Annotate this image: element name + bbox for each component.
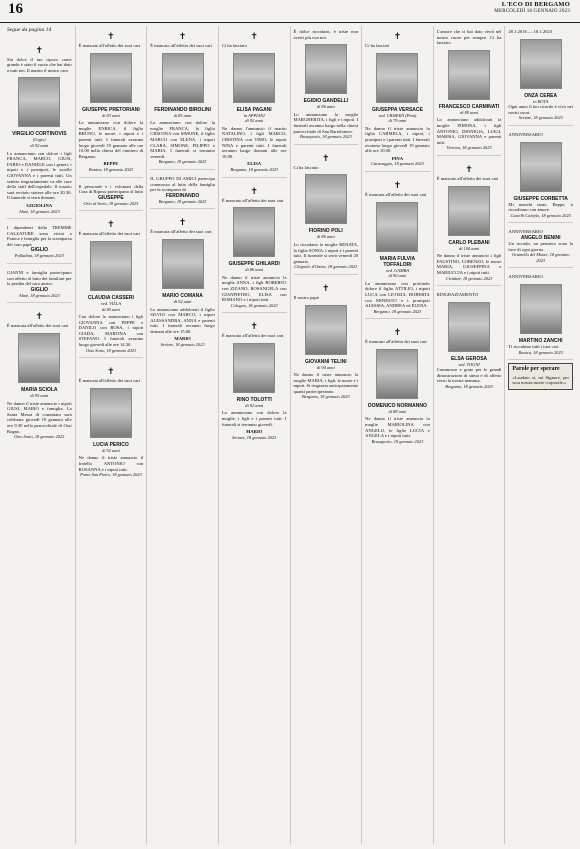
notice-place-date: Cologno, 18 gennaio 2023: [230, 302, 278, 308]
prayer-box: [508, 363, 573, 390]
notice-place-date: Osio Sotto, 18 gennaio 2023: [14, 434, 65, 440]
notice-intro: Il nostro papà: [293, 294, 319, 300]
deceased-name: LUCIA PERICO: [93, 441, 129, 448]
notice-intro: Il personale e i volontari della Casa di Riposo partecipano al lutto: [78, 183, 144, 195]
notice-intro: È mancato all'affetto dei suoi cari: [150, 43, 212, 48]
portrait-photo: [376, 53, 418, 103]
portrait-photo: [233, 53, 275, 103]
notice-body: Lo ricordano la moglie RENATA, la figlia SONIA, i nipoti e i parenti tutti. Il funerale si terrà venerdì 20 gennaio.: [293, 241, 359, 264]
portrait-photo: [305, 174, 347, 224]
portrait-photo: [520, 284, 562, 334]
portrait-photo: [233, 207, 275, 257]
notice-intro: ANNIVERSARIO: [508, 274, 543, 280]
obituary-notice: [150, 212, 215, 351]
cross-icon: ✝: [393, 179, 402, 190]
notice-intro: Sia dolce il tuo riposo come grande è stato il vuoto che hai dato a tutti noi. Il marito il nostro caro: [7, 56, 72, 73]
page-number: 16: [8, 1, 23, 17]
notice-signature: MARIO: [174, 336, 191, 342]
notice-body: Lo annunciano la moglie MARGHERITA, i figli e i nipoti. I funerali avranno luogo nella chiesa parrocchiale di San Bartolomeo.: [293, 111, 359, 134]
cross-icon: ✝: [393, 327, 402, 338]
column-6: [362, 26, 434, 844]
deceased-age: di 94 anni: [316, 364, 335, 370]
deceased-name: ANGELO BENINI: [520, 234, 561, 241]
deceased-subname: in APPIANI: [243, 112, 265, 118]
notice-place-date: Grumello del Monte, 18 gennaio 2023: [511, 252, 570, 263]
deceased-age: di 79 anni: [388, 118, 407, 124]
notice-body: Ogni anno il tuo ricordo è vivo nei nostri cuori.: [508, 104, 573, 115]
deceased-age: di 92 anni: [102, 447, 120, 453]
notice-body: Lo annunciano addolorati la moglie PIERINA, i figli ANTONIO, DIONIGIA, LUIGI, MARISA, GIOVANNA e parenti tutti.: [436, 117, 502, 145]
notice-intro: Ci ha lasciati: [365, 43, 390, 48]
deceased-subname: in ROTA: [533, 98, 549, 104]
prayer-box-text: «Laudato si, mi Signore, per sora nostra morte corporale.»: [512, 374, 569, 386]
notice-body: Ne danno il triste annuncio il fratello ANTONIO con ROSANNA e i nipoti tutti.: [78, 455, 144, 472]
deceased-name: GIUSEPPE CORBETTA: [513, 195, 568, 202]
notice-place-date: Seriate, 18 gennaio 2023: [232, 434, 277, 440]
notice-place-date: Ranica, 18 gennaio 2023: [88, 166, 134, 172]
continuation-note: Segue da pagina 14: [7, 27, 52, 33]
notice-intro: Ci ha lasciato: [221, 43, 247, 48]
obituary-notice: [294, 26, 359, 145]
column-8: [505, 26, 576, 844]
notice-intro: È mancato all'affetto dei suoi cari: [78, 43, 141, 48]
notice-intro: È mancata all'affetto dei suoi cari: [7, 323, 69, 329]
notice-place-date: Cividate, 18 gennaio 2023: [445, 275, 493, 281]
notice-place-date: Brusaporto, 18 gennaio 2023: [371, 438, 424, 444]
cross-icon: ✝: [250, 321, 258, 332]
deceased-name: CARLO PLEBANI: [448, 239, 490, 246]
deceased-age: di 89 anni: [460, 109, 478, 115]
deceased-name: ELSA GEROSA: [450, 355, 488, 362]
obituary-notice: [7, 306, 72, 443]
deceased-name: FIORINO POLI: [308, 228, 343, 235]
notice-place-date: Seriate, 18 gennaio 2023: [160, 342, 205, 348]
portrait-photo: [90, 388, 132, 438]
notice-intro: È mancata all'affetto dei suoi cari: [365, 191, 427, 197]
cross-icon: ✝: [322, 152, 330, 163]
obituary-notice: [222, 26, 287, 178]
notice-body: Lo annunciano addolorati il figlio SILVIO con MARCO, i nipoti ALESSANDRA, ANNA e parenti tutti. I funerali avranno luogo domani alle ore 15.00.: [150, 306, 215, 334]
notice-body: Ne danno l'annuncio il marito NATALINO, i figli MARCO, CRISTINA con TIMO, le nipoti NINA e parenti tutti. I funerali avranno luogo domani alle ore 10.00.: [221, 125, 287, 159]
masthead-title: L'ECO DI BERGAMO: [501, 1, 570, 8]
obituary-notice: [365, 175, 430, 319]
deceased-age: di 86 anni: [245, 267, 264, 273]
portrait-photo: [520, 142, 562, 192]
deceased-age: di 83 anni: [102, 112, 120, 118]
portrait-photo: [376, 202, 418, 252]
deceased-name: GIUSEPPE PRETORIANI: [82, 106, 140, 113]
cross-icon: ✝: [107, 219, 115, 230]
deceased-subname: ved. CRISERÀ (Pina): [378, 112, 417, 118]
notice-place-date: Bergamo, 18 gennaio 2023: [301, 394, 350, 400]
obituary-notice: [508, 129, 573, 223]
deceased-subname: (Gigio): [32, 137, 46, 143]
notice-body: Lo annunciano con dolore i figli FRANCA, MARCO, GIUSI, FABIO e DANIELE con i generi, i nipoti e i pronipoti, le sorelle GIOVANNA e i parenti tutti. Un sentito ringraziamento va alle cure dello staff dell'ospedale. Il rosario sarà recitato stasera alle ore 20.30. Il funerale si terrà domani.: [7, 150, 72, 201]
notice-body: Lo annunciano con dolore la moglie ENRICA, il figlio BRUNO, le nuore, i nipoti e i parenti tutti. I funerali avranno luogo giovedì 19 gennaio alle ore 10.00 nella chiesa del cimitero di Bergamo.: [78, 120, 144, 159]
notice-place-date: Vertova, 18 gennaio 2023: [446, 145, 492, 151]
deceased-name: FRANCESCO CARMINATI: [438, 103, 500, 110]
obituary-notice: [294, 278, 359, 404]
cross-icon: ✝: [107, 31, 115, 41]
deceased-age: di 92 anni: [173, 298, 192, 304]
deceased-age: di 85 anni: [173, 112, 192, 118]
notice-place-date: Chignolo d'Oneta, 18 gennaio 2023: [294, 264, 358, 270]
notice-intro: È mancato all'affetto dei suoi cari: [436, 175, 499, 181]
notice-place-date: Seriate, 18 gennaio 2023: [518, 115, 563, 121]
deceased-name: ELISA PAGANI: [236, 106, 272, 113]
notice-place-date: Orio al Serio, 18 gennaio 2023: [83, 200, 139, 206]
notice-intro: È mancato all'affetto dei suoi cari: [221, 197, 284, 203]
column-5: [291, 26, 363, 844]
notice-place-date: Bergamo, 18 gennaio 2023: [445, 384, 493, 390]
cross-icon: ✝: [178, 31, 187, 41]
notice-signature: ELISA: [247, 161, 262, 167]
deceased-age: di 92 anni: [245, 118, 264, 124]
deceased-age: di 100 anni: [459, 245, 480, 251]
obituary-notice: [437, 289, 502, 394]
obituary-notice: [79, 26, 144, 178]
deceased-name: GIOVANNI TELINI: [305, 358, 347, 365]
deceased-age: di 86 anni: [316, 104, 335, 110]
deceased-name: RINO TOLOTTI: [236, 396, 272, 403]
notice-body: Un ricordo, un pensiero sono la luce di ogni giorno.: [508, 240, 573, 252]
notice-intro: RINGRAZIAMENTO: [436, 292, 479, 298]
notice-place-date: Almè, 18 gennaio 2023: [18, 292, 60, 298]
deceased-name: CLAUDIA CASSERI: [87, 294, 134, 301]
portrait-photo: [376, 349, 418, 399]
notice-signature: BEPPE: [103, 161, 119, 167]
cross-icon: ✝: [250, 185, 258, 196]
obituary-notice: [7, 267, 72, 303]
obituary-notice: [437, 159, 502, 286]
notice-intro: È mancato all'affetto dei suoi cari: [365, 339, 427, 345]
obituary-columns: [4, 26, 576, 844]
notice-intro: L'amore che ci hai dato vivrà nel nostro cuore per sempre. Ci ha lasciato: [436, 29, 502, 46]
obituary-notice: [222, 316, 287, 444]
deceased-subname: ved. VILLA: [100, 300, 121, 306]
notice-intro: GIANNI e famiglia partecipano con affetto al lutto dei familiari per la perdita del caro amico: [7, 270, 72, 287]
cross-icon: ✝: [35, 311, 44, 322]
notice-body: Ne danno il triste annuncio i figli FAUSTINO, LORENZO, le nuore MARIA, GIUSEPPINA e MARIUCCIA e i nipoti tutti.: [436, 253, 502, 275]
obituary-notice: [294, 148, 359, 275]
portrait-photo: [448, 186, 490, 236]
deceased-age: di 95 anni: [30, 393, 49, 399]
notice-intro: Ci ha lasciato: [293, 164, 319, 170]
cross-icon: ✝: [250, 31, 258, 41]
deceased-subname: ved. GAMBA: [385, 267, 410, 273]
notice-place-date: Bergamo, 18 gennaio 2023: [158, 198, 207, 204]
deceased-name: GIUSEPPE: [98, 194, 124, 201]
obituary-notice: [79, 181, 144, 212]
notice-place-date: Bergamo, 18 gennaio 2023: [158, 159, 207, 165]
notice-place-date: Ranica, 18 gennaio 2023: [518, 349, 563, 355]
notice-place-date: Brusaporto, 18 gennaio 2023: [299, 134, 352, 140]
notice-body: Ne danno il triste annuncio la moglie ANNA, i figli ROBERTO con ZIZANO, ROSANGELA con GIANPIETRO, ELISA con ROMANO e i nipoti tutti.: [221, 274, 287, 303]
deceased-name: GIUSEPPE GHILARDI: [228, 261, 280, 268]
notice-place-date: Ponte San Pietro, 18 gennaio 2023: [80, 472, 142, 478]
deceased-age: di 88 anni: [388, 408, 407, 414]
obituary-notice: [150, 173, 215, 209]
obituary-notice: [508, 226, 573, 268]
portrait-photo: [162, 239, 204, 289]
prayer-box-title: Parole per sperare: [512, 366, 560, 373]
deceased-subname: ved. TOGNI: [458, 361, 480, 367]
notice-place-date: Osio Sotto, 18 gennaio 2023: [85, 347, 136, 353]
notice-body: Lo annunciano con dolore la moglie FRANCA, la figlia CRISTINA con SIMONE, il figlio MARCO con ELENA, i nipoti CLARA, SIMONE, FILIPPO e MARIA. I funerali si terranno venerdì.: [150, 120, 215, 159]
portrait-photo: [233, 343, 275, 393]
notice-body: Ne danno il triste annuncio la figlia CARMELA, i nipoti, i pronipoti e i parenti tutti. I funerali avranno luogo giovedì 19 gennaio alle ore 10.00.: [365, 125, 430, 154]
notice-intro: È mancato all'affetto dei suoi cari: [221, 333, 284, 339]
portrait-photo: [520, 39, 562, 89]
obituary-notice: [365, 26, 430, 172]
notice-place-date: Bergamo, 18 gennaio 2023: [230, 166, 278, 172]
portrait-photo: [162, 53, 204, 103]
notice-body: Commosse e grate per le grandi dimostrazioni di stima e di affetto verso la nostra mamma.: [436, 367, 502, 384]
cross-icon: ✝: [322, 282, 330, 293]
notice-place-date: Castelli Calepio, 18 gennaio 2023: [510, 212, 571, 218]
deceased-name: GIGLIO: [30, 247, 49, 254]
notice-intro: È mancata all'affetto dei suoi cari: [150, 229, 212, 235]
notice-intro: I dipendenti della TREMME CALZATURE sono vicini a Franca e famiglia per la scomparsa del caro papà: [7, 225, 72, 247]
deceased-age: di 85 anni: [102, 306, 120, 312]
deceased-name: MARIA SCIOLA: [21, 387, 58, 394]
portrait-photo: [305, 305, 347, 355]
column-3: [147, 26, 219, 844]
notice-body: Mi manchi tanto. Beppe, ti ricordiamo con amore.: [508, 201, 573, 213]
cross-icon: ✝: [465, 163, 473, 174]
notice-place-date: Caravaggio, 18 gennaio 2023: [371, 161, 424, 167]
column-2: [76, 26, 148, 844]
masthead-date: MERCOLEDÌ 18 GENNAIO 2023: [494, 9, 570, 14]
notice-body: Lo annunciano con dolore la moglie, i figli e i parenti tutti. I funerali si terranno giovedì.: [221, 410, 287, 427]
portrait-photo: [448, 50, 490, 100]
notice-body: Ne danno il triste annuncio la moglie MARIOLINA con ANGELO, le figlie LUCIA e ANGELA e i nipoti tutti.: [365, 416, 430, 439]
portrait-photo: [448, 302, 490, 352]
obituary-notice: [222, 181, 287, 314]
deceased-name: FERDINANDO: [165, 192, 200, 199]
deceased-name: EGIDIO GANDELLI: [303, 98, 349, 105]
deceased-age: di 92 anni: [245, 402, 264, 408]
notice-signature: PINA: [391, 155, 404, 161]
notice-body: La annunciano con profondo dolore il figlio ATTILIO, i nipoti LUCA con LETIZIA, ROBERTA con ERNESTO e i pronipoti ALESSIA, ANDREA ed ELENA.: [365, 280, 430, 309]
obituary-notice: [508, 26, 573, 126]
notice-body: Ne danno il triste annuncio i nipoti GIUSI, MARIO e famiglia. La Santa Messa di commiato sarà celebrata giovedì 19 gennaio alle ore 9.30 nella parrocchiale di Ossi Rogno.: [7, 400, 72, 434]
obituary-notice: [437, 26, 502, 156]
notice-body: Ti ricordano tutti i tuoi cari.: [508, 343, 560, 349]
notice-signature: GIGIOLINA: [26, 202, 53, 208]
obituary-notice: [150, 26, 215, 170]
notice-intro: È dolce ricordarti, è triste non averti più con noi.: [293, 29, 359, 40]
deceased-name: ONZA CEREA: [524, 92, 558, 99]
notice-place-date: Almè, 18 gennaio 2023: [18, 208, 60, 214]
obituary-notice: [79, 361, 144, 482]
deceased-name: GIUSEPPA VERSACE: [372, 106, 423, 113]
notice-intro: IL GRUPPO DI AMICI partecipa commosso al lutto della famiglia per la scomparsa di: [150, 175, 215, 193]
deceased-age: di 90 anni: [388, 273, 407, 279]
page-header: [0, 0, 580, 23]
notice-body: Ne danno il triste annuncio la moglie MARIA, i figli, le nuore e i nipoti. Si ringrazia anticipatamente quanti parteciperanno.: [293, 372, 359, 394]
column-7: [434, 26, 506, 844]
notice-signature: MARIO: [246, 429, 263, 435]
cross-icon: ✝: [393, 31, 402, 41]
obituary-notice: [7, 222, 72, 264]
obituary-notice: [7, 40, 72, 220]
cross-icon: ✝: [107, 366, 115, 377]
deceased-name: GIGLIO: [30, 286, 49, 293]
portrait-photo: [305, 44, 347, 94]
notice-place-date: Bergamo, 18 gennaio 2023: [373, 308, 422, 314]
portrait-photo: [90, 53, 132, 103]
portrait-photo: [18, 333, 60, 383]
notice-intro: ANNIVERSARIO: [508, 131, 543, 137]
cross-icon: ✝: [178, 217, 187, 228]
notice-intro: È mancata all'affetto dei suoi cari: [78, 231, 140, 237]
column-1: [4, 26, 76, 844]
portrait-photo: [90, 241, 132, 291]
masthead: [494, 1, 570, 14]
column-4: [219, 26, 291, 844]
deceased-age: di 92 anni: [30, 142, 49, 148]
portrait-photo: [18, 77, 60, 127]
deceased-name: MARIO COMANA: [162, 292, 203, 299]
obituary-notice: [79, 214, 144, 358]
notice-body: Con dolore lo annunciano i figli GIOVANNA con PEPPE e DANILO con ROSA, i nipoti GIADA, MARTINA con STEFANO. I funerali avranno luogo giovedì alle ore 14.30.: [78, 314, 144, 348]
deceased-name: FERDINANDO BIROLINI: [154, 106, 211, 113]
notice-intro: ANNIVERSARIO: [508, 229, 543, 235]
obituary-notice: [508, 271, 573, 360]
deceased-name: MARTINO ZANCHI: [518, 337, 563, 344]
notice-intro: 28.1.2016 — 18.1.2023: [508, 29, 553, 34]
deceased-age: di 86 anni: [316, 234, 335, 240]
notice-place-date: Palladina, 18 gennaio 2023: [14, 253, 64, 259]
cross-icon: ✝: [35, 44, 44, 55]
deceased-name: DOMENICO NORMANNO: [367, 402, 427, 409]
deceased-name: MARIA FULVIA TOFFALORI: [379, 255, 416, 268]
obituary-notice: [365, 322, 430, 448]
deceased-name: VIRGILIO CORTINOVIS: [12, 131, 67, 138]
notice-intro: È mancata all'affetto dei suoi cari: [78, 378, 140, 384]
